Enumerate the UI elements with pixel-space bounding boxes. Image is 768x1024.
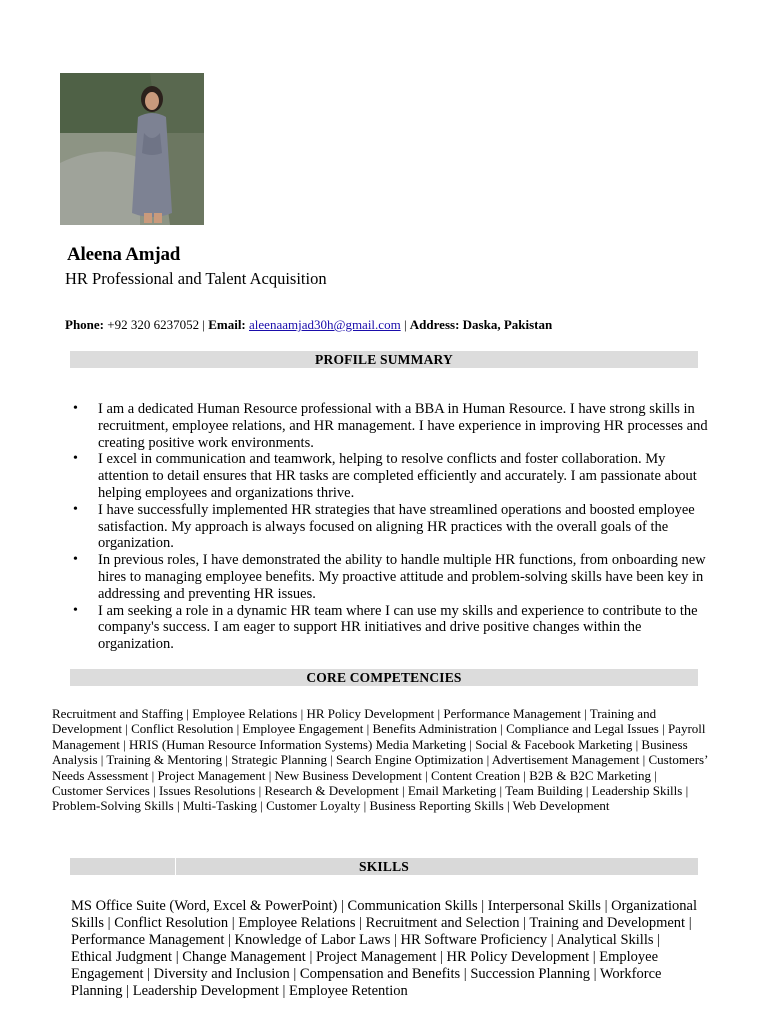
list-item: • I am a dedicated Human Resource professional with a BBA in Human Resource. I have strong skills in recruitment, employee relations, and HR management. I have experience in improving HR processes and creating positive work environments. — [70, 401, 710, 451]
profile-photo-illustration — [60, 73, 204, 225]
candidate-title: HR Professional and Talent Acquisition — [65, 269, 327, 288]
skills-text: MS Office Suite (Word, Excel & PowerPoint) | Communication Skills | Interpersonal Skills | Organizational Skills | Conflict Resolution | Employee Relations | Recruitment and Selection | Training and Development | Performance Management | Knowledge of Labor Laws | HR Software Proficiency | Analytical Skills | Ethical Judgment | Change Management | Project Management | HR Policy Development | Employee Engagement | Diversity and Inclusion | Compensation and Benefits | Succession Planning | Workforce Planning | Leadership Development | Employee Retention — [71, 898, 697, 999]
heading-divider — [175, 858, 176, 875]
address-value: Daska, Pakistan — [462, 317, 553, 332]
list-item: • In previous roles, I have demonstrated the ability to handle multiple HR functions, from onboarding new hires to managing employee benefits. My proactive attitude and problem-solving skills have been key in addressing and preventing HR issues. — [70, 552, 710, 602]
core-competencies-text: Recruitment and Staffing | Employee Relations | HR Policy Development | Performance Management | Training and Development | Conflict Resolution | Employee Engagement | Benefits Administration | Compliance and Legal Issues | Payroll Management | HRIS (Human Resource Information Systems) Media Marketing | Social & Facebook Marketing | Business Analysis | Training & Mentoring | Strategic Planning | Search Engine Optimization | Advertisement Management | Customers’ Needs Assessment | Project Management | New Business Development | Content Creation | B2B & B2C Marketing | Customer Services | Issues Resolutions | Research & Development | Email Marketing | Team Building | Leadership Skills | Problem-Solving Skills | Multi-Tasking | Customer Loyalty | Business Reporting Skills | Web Development — [52, 706, 708, 814]
profile-summary-list — [70, 401, 710, 653]
skills-heading-bar — [70, 858, 698, 875]
address-label: Address: — [409, 317, 460, 332]
core-competencies-heading: CORE COMPETENCIES — [70, 669, 698, 686]
email-link[interactable]: aleenaamjad30h@gmail.com — [249, 317, 401, 332]
contact-separator: | — [400, 317, 410, 332]
email-label: Email: — [208, 317, 246, 332]
profile-summary-heading: PROFILE SUMMARY — [70, 351, 698, 368]
list-item: • I have successfully implemented HR strategies that have streamlined operations and boosted employee satisfaction. My approach is always focused on aligning HR practices with the overall goals of the organization. — [70, 502, 710, 552]
phone-value: +92 320 6237052 — [107, 317, 200, 332]
phone-label: Phone: — [65, 317, 104, 332]
list-item: • I am seeking a role in a dynamic HR team where I can use my skills and experience to contribute to the company's success. I am eager to support HR initiatives and drive positive changes within the organization. — [70, 603, 710, 653]
skills-heading: SKILLS — [359, 859, 409, 874]
contact-line — [65, 317, 552, 333]
contact-separator: | — [199, 317, 209, 332]
candidate-name: Aleena Amjad — [67, 244, 181, 265]
profile-photo — [60, 73, 204, 225]
list-item: • I excel in communication and teamwork, helping to resolve conflicts and foster collaboration. My attention to detail ensures that HR tasks are completed efficiently and accurately. I am passionate about helping employees and organizations thrive. — [70, 451, 710, 501]
